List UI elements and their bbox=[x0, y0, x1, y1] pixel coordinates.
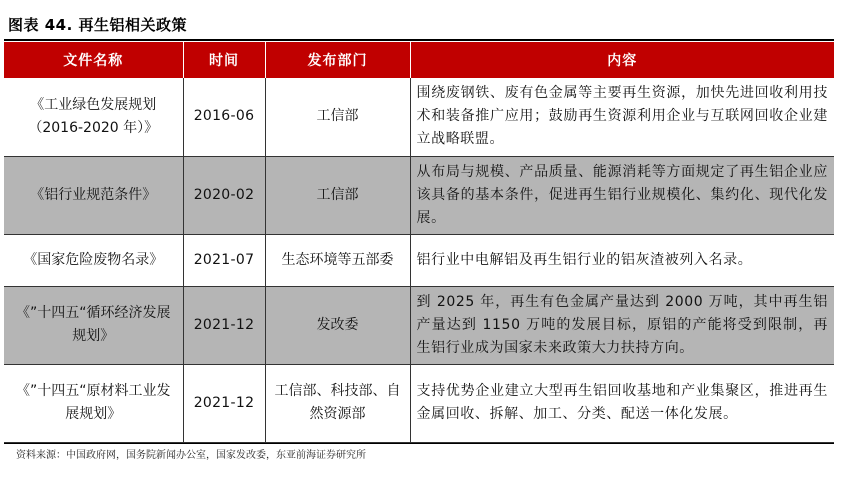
header-file-name: 文件名称 bbox=[4, 42, 183, 78]
cell-department: 生态环境等五部委 bbox=[265, 234, 410, 286]
table-row bbox=[4, 156, 834, 234]
header-time: 时间 bbox=[183, 42, 265, 78]
table-row bbox=[4, 78, 834, 156]
policy-table bbox=[4, 42, 834, 443]
source-note: 资料来源：中国政府网，国务院新闻办公室，国家发改委，东亚前海证券研究所 bbox=[16, 450, 366, 461]
cell-file-name: 《工业绿色发展规划（2016-2020 年）》 bbox=[4, 78, 183, 156]
cell-content: 到 2025 年，再生有色金属产量达到 2000 万吨，其中再生铝产量达到 1150 万吨的发展目标，原铝的产能将受到限制，再生铝行业成为国家未来政策大力扶持方向。 bbox=[410, 286, 834, 364]
header-department: 发布部门 bbox=[265, 42, 410, 78]
cell-department: 工信部、科技部、自然资源部 bbox=[265, 364, 410, 442]
cell-department: 工信部 bbox=[265, 156, 410, 234]
cell-time: 2021-07 bbox=[183, 234, 265, 286]
header-content: 内容 bbox=[410, 42, 834, 78]
table-row bbox=[4, 364, 834, 442]
cell-content: 围绕废钢铁、废有色金属等主要再生资源，加快先进回收利用技术和装备推广应用；鼓励再生资源利用企业与互联网回收企业建立战略联盟。 bbox=[410, 78, 834, 156]
cell-department: 工信部 bbox=[265, 78, 410, 156]
cell-file-name: 《”十四五“循环经济发展规划》 bbox=[4, 286, 183, 364]
table-row bbox=[4, 286, 834, 364]
cell-file-name: 《”十四五“原材料工业发展规划》 bbox=[4, 364, 183, 442]
footer-rule bbox=[4, 443, 834, 444]
table-row bbox=[4, 234, 834, 286]
cell-content: 铝行业中电解铝及再生铝行业的铝灰渣被列入名录。 bbox=[410, 234, 834, 286]
page-title: 图表 44. 再生铝相关政策 bbox=[8, 16, 188, 34]
cell-file-name: 《铝行业规范条件》 bbox=[4, 156, 183, 234]
cell-file-name: 《国家危险废物名录》 bbox=[4, 234, 183, 286]
cell-content: 支持优势企业建立大型再生铝回收基地和产业集聚区，推进再生金属回收、拆解、加工、分类、配送一体化发展。 bbox=[410, 364, 834, 442]
cell-time: 2021-12 bbox=[183, 286, 265, 364]
table-header-row bbox=[4, 42, 834, 78]
cell-time: 2021-12 bbox=[183, 364, 265, 442]
top-rule bbox=[4, 39, 834, 41]
cell-time: 2020-02 bbox=[183, 156, 265, 234]
cell-department: 发改委 bbox=[265, 286, 410, 364]
cell-time: 2016-06 bbox=[183, 78, 265, 156]
cell-content: 从布局与规模、产品质量、能源消耗等方面规定了再生铝企业应该具备的基本条件，促进再生铝行业规模化、集约化、现代化发展。 bbox=[410, 156, 834, 234]
